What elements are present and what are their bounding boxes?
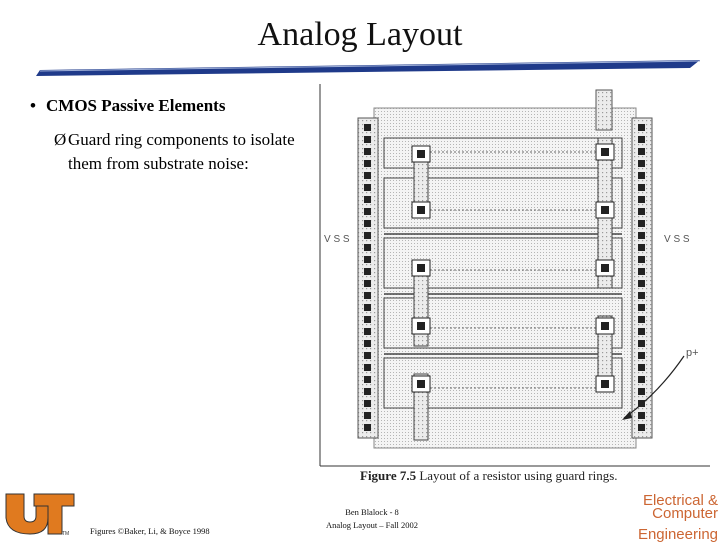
arrow-bullet-icon: Ø: [54, 130, 67, 149]
ut-logo-icon: [4, 490, 76, 536]
department-label: [610, 494, 718, 541]
resistor-layout-figure: [318, 84, 710, 490]
author-line-2: Analog Layout – Fall 2002: [325, 520, 419, 530]
dept-line-3: Engineering: [637, 526, 718, 543]
layout-drawing: [318, 84, 710, 490]
bullet-sub: [54, 128, 320, 176]
title-underline-bar: [0, 54, 720, 78]
caption-number: Figure 7.5: [360, 468, 417, 483]
dept-line-1: Electrical &: [642, 492, 718, 509]
dept-line-2: Computer: [652, 505, 718, 522]
caption-text: Layout of a resistor using guard rings.: [419, 468, 618, 483]
bullet-dot-icon: •: [30, 96, 36, 115]
figure-credit: Figures ©Baker, Li, & Boyce 1998: [90, 526, 210, 536]
p-plus-label: p+: [686, 347, 699, 359]
author-footer: [310, 506, 434, 532]
author-line-1: Ben Blalock - 8: [345, 507, 399, 517]
svg-text:TM: TM: [62, 531, 70, 536]
slide-title: Analog Layout: [257, 16, 463, 53]
bullet-list: [30, 96, 320, 176]
vss-left-label: V S S: [324, 234, 350, 245]
bullet-sub-text: Guard ring components to isolate them from substrate noise:: [68, 130, 295, 173]
vss-right-label: V S S: [664, 234, 690, 245]
bullet-main-text: CMOS Passive Elements: [46, 96, 226, 115]
bullet-main: [30, 96, 320, 116]
figure-caption: [360, 468, 618, 484]
